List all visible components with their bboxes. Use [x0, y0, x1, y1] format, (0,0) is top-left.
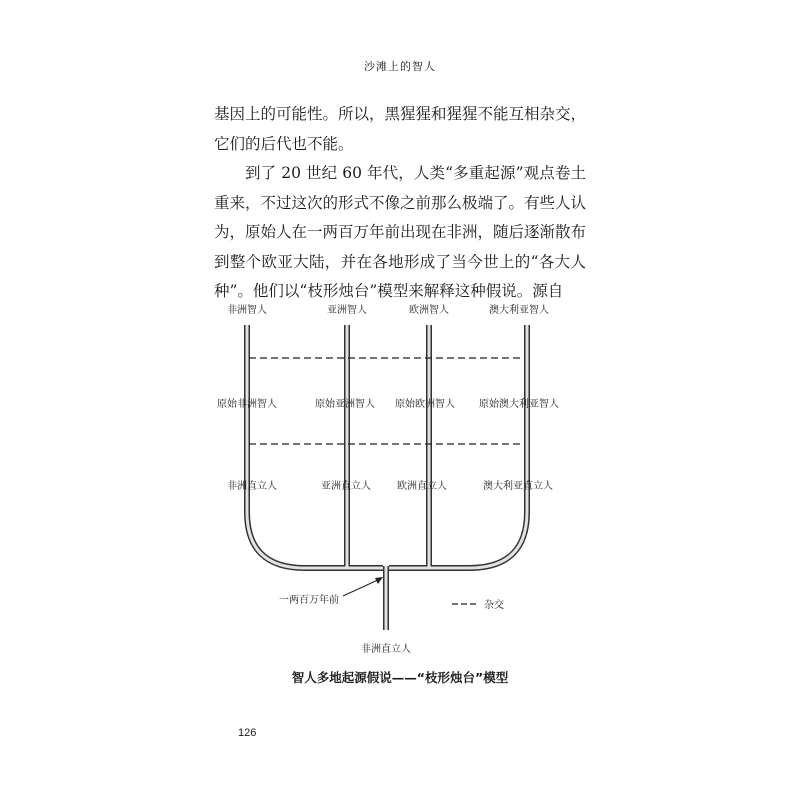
label-archaic-european-sapiens: 原始欧洲智人 [395, 399, 455, 410]
label-australian-sapiens: 澳大利亚智人 [489, 305, 549, 316]
label-european-erectus: 欧洲直立人 [397, 481, 447, 492]
label-archaic-asian-sapiens: 原始亚洲智人 [315, 399, 375, 410]
label-australian-erectus: 澳大利亚直立人 [483, 481, 553, 492]
africa-branch [247, 325, 383, 568]
label-asian-erectus: 亚洲直立人 [321, 481, 371, 492]
candelabra-trunks [247, 325, 527, 630]
running-head: 沙滩上的智人 [364, 60, 436, 73]
label-asian-sapiens: 亚洲智人 [327, 305, 367, 316]
paragraph-1: 基因上的可能性。所以，黑猩猩和猩猩不能互相杂交，它们的后代也不能。 [214, 105, 587, 153]
legend-label: 杂交 [484, 600, 504, 611]
page-number: 126 [238, 727, 257, 739]
paragraph-2: 到了 20 世纪 60 年代，人类“多重起源”观点卷土重来，不过这次的形式不像之前那么极端了。有些人认为，原始人在一两百万年前出现在非洲，随后逐渐散布到整个欧亚大陆，并在各地形成了当今世上的“各大人种”。他们以“枝形烛台”模型来解释这种假说。源自 [214, 164, 587, 300]
australia-branch [389, 325, 527, 568]
figure-caption: 智人多地起源假说——“枝形烛台”模型 [291, 670, 509, 685]
label-african-sapiens: 非洲智人 [227, 305, 267, 316]
label-time: 一两百万年前 [279, 595, 339, 606]
label-european-sapiens: 欧洲智人 [409, 305, 449, 316]
label-archaic-australian-sapiens: 原始澳大利亚智人 [479, 399, 559, 410]
label-african-erectus: 非洲直立人 [227, 481, 277, 492]
label-archaic-african-sapiens: 原始非洲智人 [217, 399, 277, 410]
time-pointer-arrow [343, 579, 380, 596]
label-root-erectus: 非洲直立人 [361, 644, 411, 655]
